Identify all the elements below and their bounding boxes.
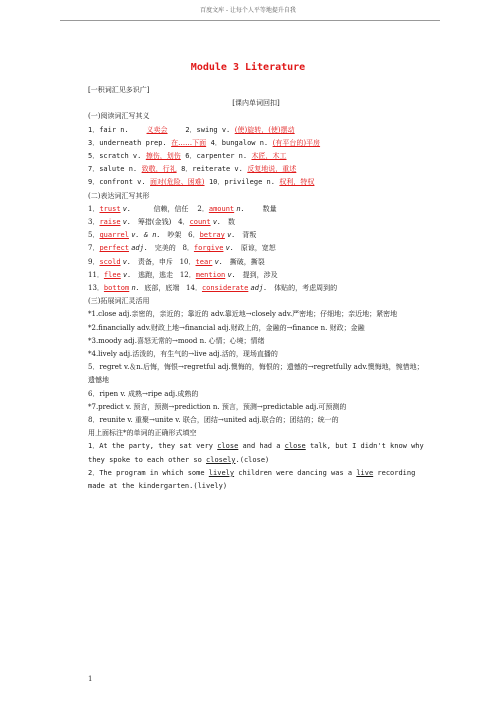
- part-of-speech: v.: [212, 218, 222, 227]
- sentence-text: 1．At the party, they sat very: [88, 442, 218, 451]
- part-of-speech: v.: [227, 231, 236, 240]
- sentence-text: .(close): [235, 455, 270, 464]
- part-of-speech: v.: [227, 270, 236, 279]
- part-of-speech: v. & n.: [131, 231, 161, 240]
- vocab-word: 9．confront v.: [88, 178, 146, 187]
- vocab-word: 6．carpenter n.: [185, 152, 248, 161]
- vocab-answer: flee: [103, 270, 121, 279]
- sentence-text: and had a: [238, 442, 285, 451]
- vocab-answer: perfect: [99, 244, 129, 253]
- blank-answer: close: [217, 442, 239, 451]
- section-1-heading: (一)阅读词汇写其义: [88, 112, 150, 121]
- vocab-row: [88, 242, 424, 255]
- part-of-speech: v.: [225, 244, 235, 253]
- vocab-meaning: 提到，涉及: [242, 270, 278, 279]
- item-number: 3．: [88, 218, 100, 227]
- item-number: 6．: [188, 231, 200, 240]
- vocab-row: [88, 269, 424, 282]
- vocab-word: 2．swing v.: [185, 125, 231, 134]
- vocab-word: 3．underneath prep.: [88, 138, 167, 147]
- subtitle: [课内单词回扣]: [232, 99, 280, 108]
- part-of-speech: adj.: [131, 244, 149, 253]
- vocab-answer: scold: [99, 257, 121, 266]
- page-number: 1: [88, 675, 93, 683]
- sentence-text: children were dancing was a: [234, 468, 357, 477]
- extension-item: 6．ripen v. 成熟→ripe adj.成熟的: [88, 389, 199, 398]
- vocab-row: [88, 124, 424, 137]
- vocab-meaning: 原谅，宽恕: [240, 244, 276, 253]
- vocab-answer: 致敬，行礼: [141, 165, 177, 174]
- document-body: [88, 84, 424, 493]
- vocab-row: [88, 137, 424, 150]
- page-header: 百度文库 - 让每个人平等地提升自我: [200, 7, 296, 14]
- vocab-meaning: 体贴的，考虑周到的: [274, 284, 338, 293]
- vocab-row: [88, 256, 424, 269]
- vocab-answer: 面对(危险、困难): [150, 178, 205, 187]
- vocab-answer: amount: [208, 204, 235, 213]
- sentence-text: 2．The program in which some: [88, 468, 209, 477]
- vocab-row: [88, 176, 424, 189]
- vocab-row: [88, 150, 424, 163]
- part-of-speech: n.: [131, 284, 140, 293]
- intro-heading: [一积词汇见多识广]: [88, 86, 150, 94]
- vocab-answer: betray: [199, 231, 225, 240]
- vocab-answer: 反复地说，重述: [247, 165, 297, 174]
- fill-in-heading: 用上面标注*的单词的正确形式填空: [88, 429, 197, 438]
- header-divider: [60, 20, 440, 21]
- part-of-speech: n.: [236, 204, 245, 213]
- vocab-meaning: 吵架: [167, 231, 182, 240]
- vocab-row: [88, 203, 424, 216]
- vocab-answer: 权利，特权: [279, 178, 315, 187]
- item-number: 7．: [88, 244, 100, 253]
- part-of-speech: v.: [123, 270, 132, 279]
- vocab-answer: mention: [195, 270, 226, 279]
- extension-item: *3.moody adj.喜怒无常的→mood n. 心情；心境；情绪: [88, 336, 265, 345]
- extension-item: *1.close adj.亲密的，亲近的；靠近的 adv.靠近地→closely adv.严密地；仔细地；亲近地；紧密地: [88, 310, 398, 319]
- exercise-sentence: [88, 467, 424, 493]
- vocab-answer: 在……下面: [171, 138, 207, 147]
- vocab-meaning: 数量: [262, 204, 277, 213]
- vocab-answer: (有平台的)平房: [272, 138, 321, 147]
- vocab-answer: considerate: [201, 284, 249, 293]
- vocab-meaning: 撕破，撕裂: [229, 257, 265, 266]
- part-of-speech: adj.: [250, 284, 268, 293]
- item-number: 9．: [88, 257, 100, 266]
- item-number: 4．: [178, 218, 190, 227]
- exercise-sentence: [88, 440, 424, 466]
- vocab-meaning: 数: [227, 218, 235, 227]
- item-number: 12．: [179, 270, 196, 279]
- extension-item: *2.financially adv.财政上地→financial adj.财政上的，金融的→finance n. 财政；金融: [88, 323, 365, 332]
- item-number: 5．: [88, 231, 100, 240]
- vocab-row: [88, 216, 424, 229]
- vocab-answer: trust: [99, 204, 121, 213]
- section-2-heading: (二)表达词汇写其形: [88, 191, 150, 200]
- extension-item: 8．reunite v. 重聚→unite v. 联合，团结→united adj.联合的；团结的；统一的: [88, 416, 339, 425]
- vocab-word: 5．scratch v.: [88, 152, 142, 161]
- vocab-meaning: 背叛: [242, 231, 257, 240]
- extension-item: 5．regret v.＆n.后悔，悔恨→regretful adj.懊悔的，悔恨的；遗憾的→regretfully adv.懊悔地，惋惜地；遗憾地: [88, 363, 424, 385]
- vocab-row: [88, 282, 424, 295]
- vocab-answer: quarrel: [99, 231, 129, 240]
- vocab-answer: forgive: [193, 244, 224, 253]
- vocab-meaning: 信赖，信任: [153, 204, 189, 213]
- item-number: 1．: [88, 204, 100, 213]
- part-of-speech: v.: [214, 257, 224, 266]
- vocab-word: 1．fair n.: [88, 125, 129, 134]
- part-of-speech: v.: [122, 204, 132, 213]
- vocab-answer: count: [189, 218, 211, 227]
- vocab-meaning: 责备，申斥: [137, 257, 173, 266]
- blank-answer: live: [356, 468, 374, 477]
- blank-answer: lively: [208, 468, 235, 477]
- item-number: 14．: [186, 284, 202, 293]
- item-number: 10．: [179, 257, 196, 266]
- section-3-heading: (三)拓展词汇灵活用: [88, 297, 150, 306]
- item-number: 11．: [88, 270, 104, 279]
- vocab-row: [88, 163, 424, 176]
- sentence-text: talk, but I didn't know why they spoke to each other so: [88, 442, 424, 464]
- vocab-row: [88, 229, 424, 242]
- vocab-answer: (使)旋转，(使)摆动: [234, 125, 295, 134]
- vocab-word: 10．privilege n.: [208, 178, 275, 187]
- vocab-answer: 木匠，木工: [251, 152, 287, 161]
- vocab-answer: bottom: [103, 284, 130, 293]
- vocab-answer: tear: [195, 257, 213, 266]
- vocab-word: 7．salute n.: [88, 165, 138, 174]
- vocab-answer: raise: [99, 218, 121, 227]
- sentence-text: recording made at the kindergarten.(lively): [88, 468, 416, 491]
- item-number: 13．: [88, 284, 104, 293]
- vocab-meaning: 底部，底端: [144, 284, 180, 293]
- vocab-meaning: 逃跑，逃走: [138, 270, 174, 279]
- item-number: 8．: [182, 244, 194, 253]
- part-of-speech: v.: [122, 218, 132, 227]
- vocab-answer: 义卖会: [146, 125, 168, 134]
- item-number: 2．: [197, 204, 209, 213]
- extension-item: *7.predict v. 预言，预测→prediction n. 预言，预测→predictable adj.可预测的: [88, 402, 347, 411]
- blank-answer: closely: [206, 455, 236, 464]
- vocab-meaning: 完美的: [154, 244, 176, 253]
- part-of-speech: v.: [122, 257, 132, 266]
- vocab-meaning: 筹措(金钱): [137, 218, 172, 227]
- vocab-answer: 擦伤，划伤: [145, 152, 181, 161]
- vocab-word: 8．reiterate v.: [181, 165, 243, 174]
- blank-answer: close: [284, 442, 306, 451]
- extension-item: *4.lively adj.活泼的，有生气的→live adj.活的，现场直播的: [88, 350, 278, 359]
- vocab-word: 4．bungalow n.: [210, 138, 269, 147]
- page-title: Module 3 Literature: [190, 62, 306, 73]
